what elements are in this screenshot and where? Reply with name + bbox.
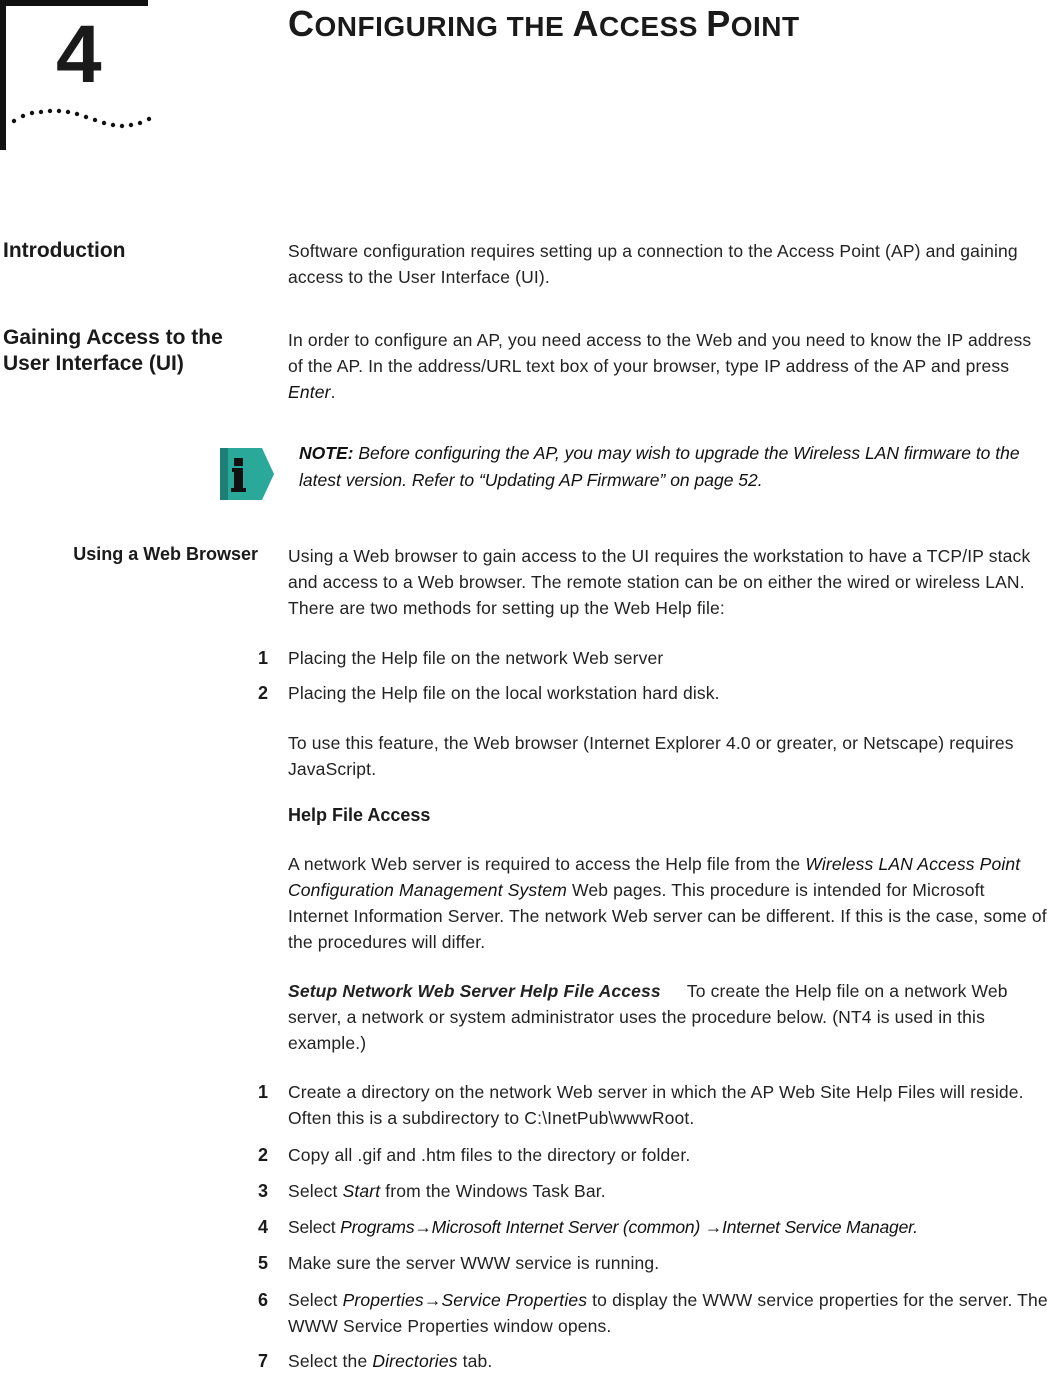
setup-network-run-in-heading: Setup Network Web Server Help File Access — [288, 981, 661, 1001]
step-span: Copy all .gif and .htm files to the directory or folder. — [288, 1145, 691, 1165]
step-span: Make sure the server WWW service is running. — [288, 1253, 660, 1273]
step-text — [288, 1178, 1048, 1204]
step-number: 4 — [258, 1217, 269, 1237]
body-span: . — [330, 382, 336, 402]
enter-key-text: Enter — [288, 382, 331, 402]
title-part: P — [706, 3, 731, 44]
body-span: A network Web server is required to access the Help file from the — [288, 854, 806, 874]
step-number: 5 — [258, 1253, 269, 1273]
step-number: 7 — [258, 1351, 269, 1371]
step-number: 6 — [258, 1290, 269, 1310]
body-span: Web pages. This procedure is intended for Microsoft Internet Information Server. The network Web server can be different. If this is the case, some of the procedures will differ. — [288, 880, 1047, 952]
chapter-box — [0, 0, 148, 150]
step-text — [288, 1250, 1048, 1276]
step-span: to display the WWW service properties for the server. The WWW Service Properties window opens. — [288, 1290, 1048, 1336]
web-browser-heading: Using a Web Browser — [73, 544, 258, 564]
help-file-access-heading: Help File Access — [288, 805, 431, 825]
step-text: Placing the Help file on the local workstation hard disk. — [288, 683, 720, 703]
step-text — [288, 1142, 1048, 1168]
step-span: Select — [288, 1181, 343, 1201]
chapter-number: 4 — [56, 9, 102, 100]
step-span-emphasis: Start — [342, 1181, 381, 1201]
note-label: NOTE: — [299, 443, 354, 463]
chapter-title — [288, 2, 800, 49]
heading-line: Gaining Access to the — [3, 326, 223, 349]
note-body: Before configuring the AP, you may wish to upgrade the Wireless LAN firmware to the latest version. Refer to “Updating AP Firmware” on page 52. — [299, 443, 1020, 490]
step-span-emphasis: Properties→Service Properties — [342, 1290, 588, 1310]
step-span: Select — [288, 1290, 343, 1310]
step-span: from the Windows Task Bar. — [380, 1181, 606, 1201]
title-part: ONFIGURING THE — [314, 11, 573, 42]
title-part: A — [572, 3, 599, 44]
step-number: 1 — [258, 1082, 269, 1102]
step-number: 3 — [258, 1181, 269, 1201]
step-number: 2 — [258, 1145, 269, 1165]
step-text — [288, 1079, 1048, 1131]
javascript-note: To use this feature, the Web browser (Internet Explorer 4.0 or greater, or Netscape) requires JavaScript. — [288, 733, 1014, 779]
step-number: 1 — [258, 648, 269, 668]
introduction-body: Software configuration requires setting up a connection to the Access Point (AP) and gaining access to the User Interface (UI). — [288, 241, 1018, 287]
step-span-emphasis: Programs→Microsoft Internet Server (common) →Internet Service Manager. — [340, 1217, 918, 1237]
dotted-line-decoration — [10, 106, 156, 136]
title-part: CCESS — [598, 11, 707, 42]
step-text — [288, 1287, 1048, 1339]
step-text — [288, 1214, 1048, 1240]
web-browser-body: Using a Web browser to gain access to the UI requires the workstation to have a TCP/IP stack and access to a Web browser. The remote station can be on either the wired or wireless LAN. There are two methods for setting up the Web Help file: — [288, 546, 1031, 618]
heading-line: User Interface (UI) — [3, 352, 184, 375]
step-span: Create a directory on the network Web server in which the AP Web Site Help Files will reside. Often this is a subdirectory to C:\InetPub\wwwRoot. — [288, 1082, 1024, 1128]
gaining-access-body — [288, 327, 1048, 405]
gaining-access-heading — [3, 325, 223, 377]
note-text — [299, 440, 1044, 494]
introduction-heading: Introduction — [3, 239, 126, 262]
step-text: Placing the Help file on the network Web server — [288, 648, 664, 668]
setup-network-paragraph — [288, 978, 1048, 1056]
step-span: tab. — [457, 1351, 493, 1371]
step-span: Select the — [288, 1351, 373, 1371]
title-part: OINT — [730, 11, 800, 42]
step-number: 2 — [258, 683, 269, 703]
info-icon — [218, 446, 276, 502]
help-file-access-body — [288, 851, 1048, 955]
system-name-text: Wireless LAN Access Point Configuration Management System — [288, 854, 1021, 900]
title-part: C — [288, 3, 315, 44]
body-span: In order to configure an AP, you need access to the Web and you need to know the IP address of the AP. In the address/URL text box of your browser, type IP address of the AP and press — [288, 330, 1032, 376]
setup-network-body: To create the Help file on a network Web server, a network or system administrator uses the procedure below. (NT4 is used in this example.) — [288, 981, 1008, 1053]
step-span: Select — [288, 1217, 341, 1237]
step-text — [288, 1348, 1048, 1374]
step-span-emphasis: Directories — [372, 1351, 458, 1371]
